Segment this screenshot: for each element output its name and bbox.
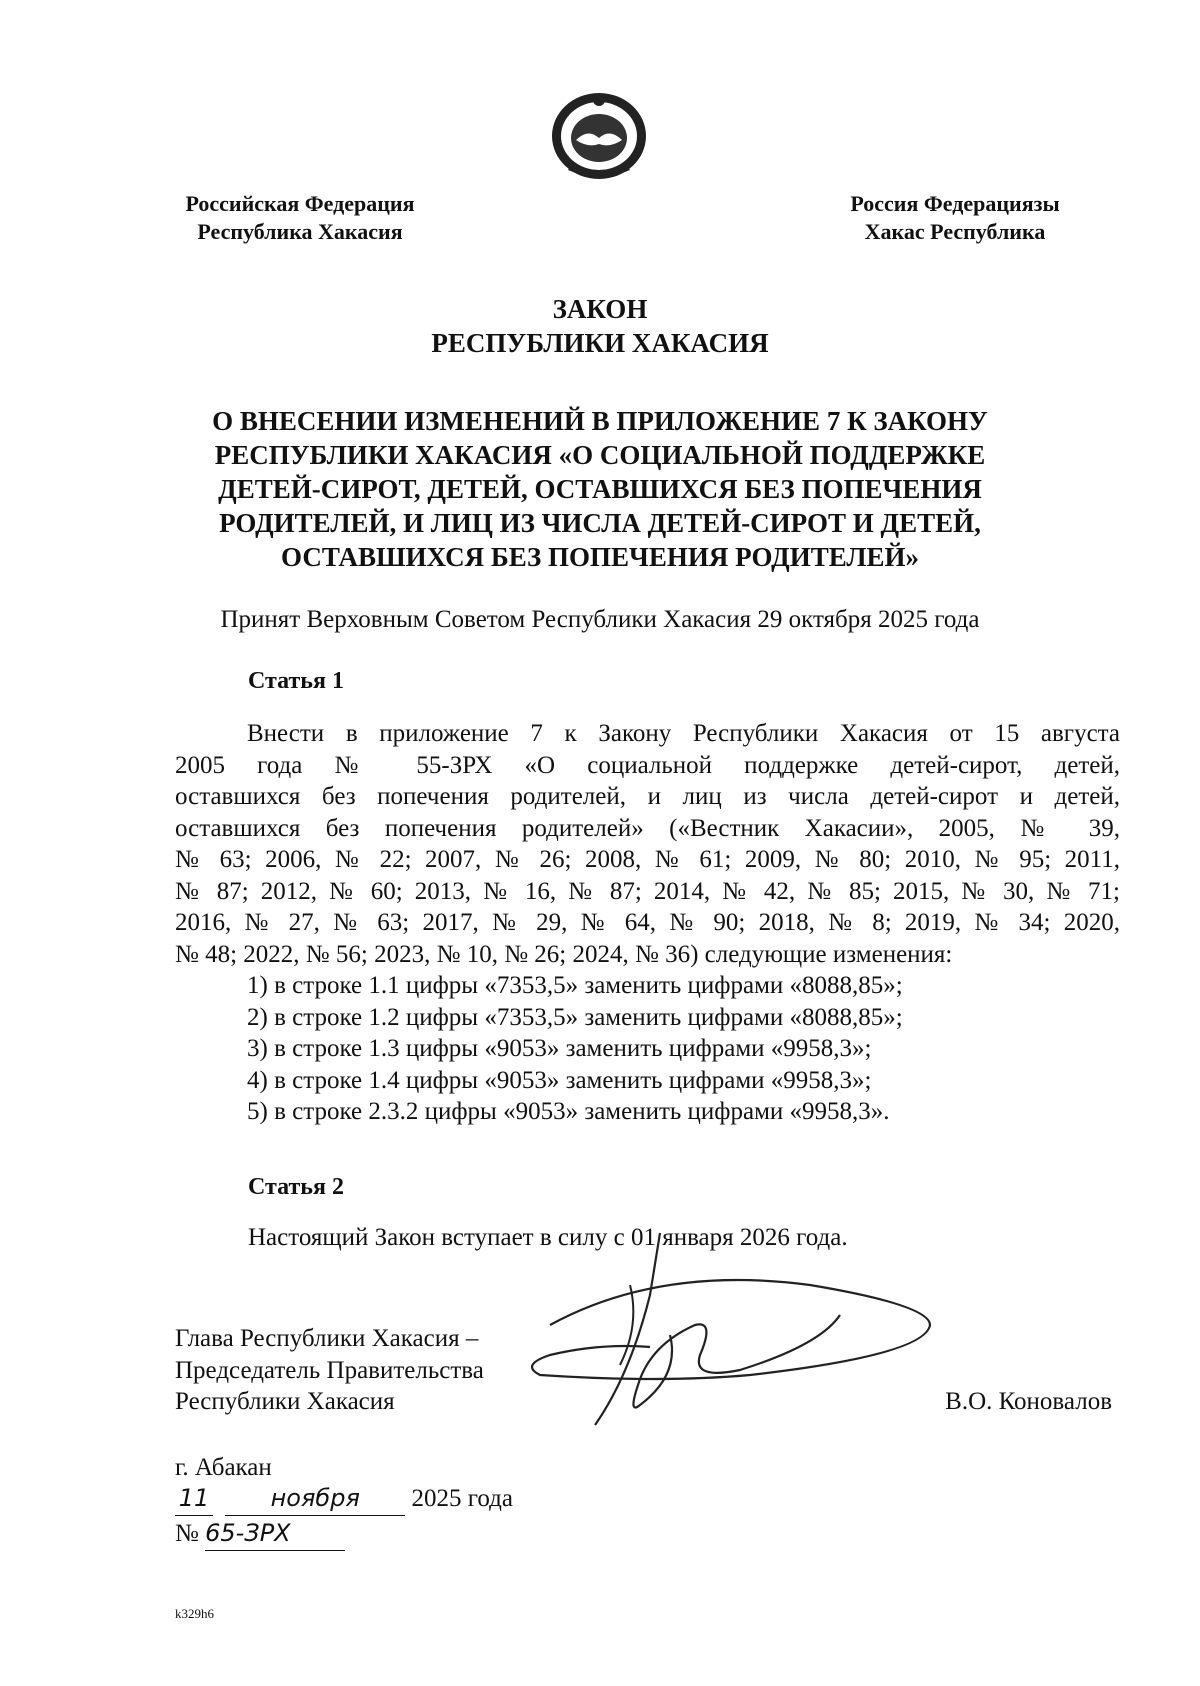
- signatory-position: [175, 1323, 555, 1418]
- article1-line: № 87; 2012, № 60; 2013, № 16, № 87; 2014, № 42, № 85; 2015, № 30, № 71;: [175, 877, 1120, 905]
- article1-line: № 63; 2006, № 22; 2007, № 26; 2008, № 61; 2009, № 80; 2010, № 95; 2011,: [175, 846, 1120, 873]
- signatory-position-line1: Глава Республики Хакасия –: [175, 1325, 479, 1352]
- law-number: [175, 1518, 345, 1551]
- article1-item: 2) в строке 1.2 цифры «7353,5» заменить цифрами «8088,85»;: [247, 1003, 903, 1031]
- doc-type-line1: ЗАКОН: [552, 294, 648, 324]
- doc-type-line2: РЕСПУБЛИКИ ХАКАСИЯ: [431, 328, 769, 358]
- date-year: 2025 года: [411, 1485, 513, 1512]
- article2-heading: Статья 2: [248, 1174, 344, 1200]
- law-title-line: РЕСПУБЛИКИ ХАКАСИЯ «О СОЦИАЛЬНОЙ ПОДДЕРЖКЕ: [214, 440, 986, 470]
- article1-item: 1) в строке 1.1 цифры «7353,5» заменить цифрами «8088,85»;: [247, 972, 903, 999]
- article1-item: 5) в строке 2.3.2 цифры «9053» заменить цифрами «9958,3».: [247, 1098, 890, 1125]
- signatory-position-line2: Председатель Правительства: [175, 1356, 484, 1384]
- signatory-name: В.О. Коновалов: [945, 1388, 1112, 1415]
- article1-line: № 48; 2022, № 56; 2023, № 10, № 26; 2024, № 36) следующие изменения:: [175, 940, 953, 968]
- header-right-line1: Россия Федерациязы: [850, 191, 1060, 216]
- coat-of-arms-emblem-icon: [548, 88, 650, 182]
- adopted-line: Принят Верховным Советом Республики Хакасия 29 октября 2025 года: [220, 606, 980, 633]
- law-number-value: 65-ЗРХ: [205, 1518, 345, 1551]
- header-right: [830, 190, 1080, 246]
- article1-line: оставшихся без попечения родителей» («Вестник Хакасии», 2005, № 39,: [175, 814, 1120, 842]
- document-code: k329h6: [175, 1606, 214, 1621]
- date-day: 11: [175, 1483, 213, 1516]
- article1-line: 2016, № 27, № 63; 2017, № 29, № 64, № 90; 2018, № 8; 2019, № 34; 2020,: [175, 909, 1120, 936]
- place: г. Абакан: [175, 1454, 272, 1481]
- handwritten-signature-icon: [510, 1225, 950, 1435]
- law-title-line: ДЕТЕЙ-СИРОТ, ДЕТЕЙ, ОСТАВШИХСЯ БЕЗ ПОПЕЧЕНИЯ: [218, 474, 982, 504]
- article2-text: Настоящий Закон вступает в силу с 01 января 2026 года.: [248, 1224, 848, 1251]
- law-title-line: О ВНЕСЕНИИ ИЗМЕНЕНИЙ В ПРИЛОЖЕНИЕ 7 К ЗАКОНУ: [212, 406, 988, 436]
- signing-date: [175, 1483, 513, 1516]
- header-left: [165, 190, 435, 246]
- doc-type: [0, 292, 1200, 360]
- law-title-line: ОСТАВШИХСЯ БЕЗ ПОПЕЧЕНИЯ РОДИТЕЛЕЙ»: [280, 542, 919, 572]
- article1-line: оставшихся без попечения родителей, и лиц из числа детей-сирот и детей,: [175, 783, 1120, 810]
- article1-body: [175, 718, 1120, 1128]
- article1-item: 3) в строке 1.3 цифры «9053» заменить цифрами «9958,3»;: [247, 1035, 872, 1062]
- article1-item: 4) в строке 1.4 цифры «9053» заменить цифрами «9958,3»;: [247, 1066, 872, 1094]
- article1-line: Внести в приложение 7 к Закону Республики Хакасия от 15 августа: [247, 720, 1120, 747]
- signatory-position-line3: Республики Хакасия: [175, 1388, 395, 1415]
- header-left-line2: Республика Хакасия: [197, 219, 403, 244]
- law-title: [0, 404, 1200, 574]
- date-month: ноября: [225, 1483, 405, 1516]
- law-number-prefix: №: [175, 1520, 199, 1547]
- header-left-line1: Российская Федерация: [185, 191, 415, 216]
- law-title-line: РОДИТЕЛЕЙ, И ЛИЦ ИЗ ЧИСЛА ДЕТЕЙ-СИРОТ И ДЕТЕЙ,: [219, 508, 981, 538]
- article1-heading: Статья 1: [248, 668, 344, 694]
- header-right-line2: Хакас Республика: [864, 219, 1046, 244]
- article1-line: 2005 года № 55-ЗРХ «О социальной поддержке детей-сирот, детей,: [175, 751, 1120, 779]
